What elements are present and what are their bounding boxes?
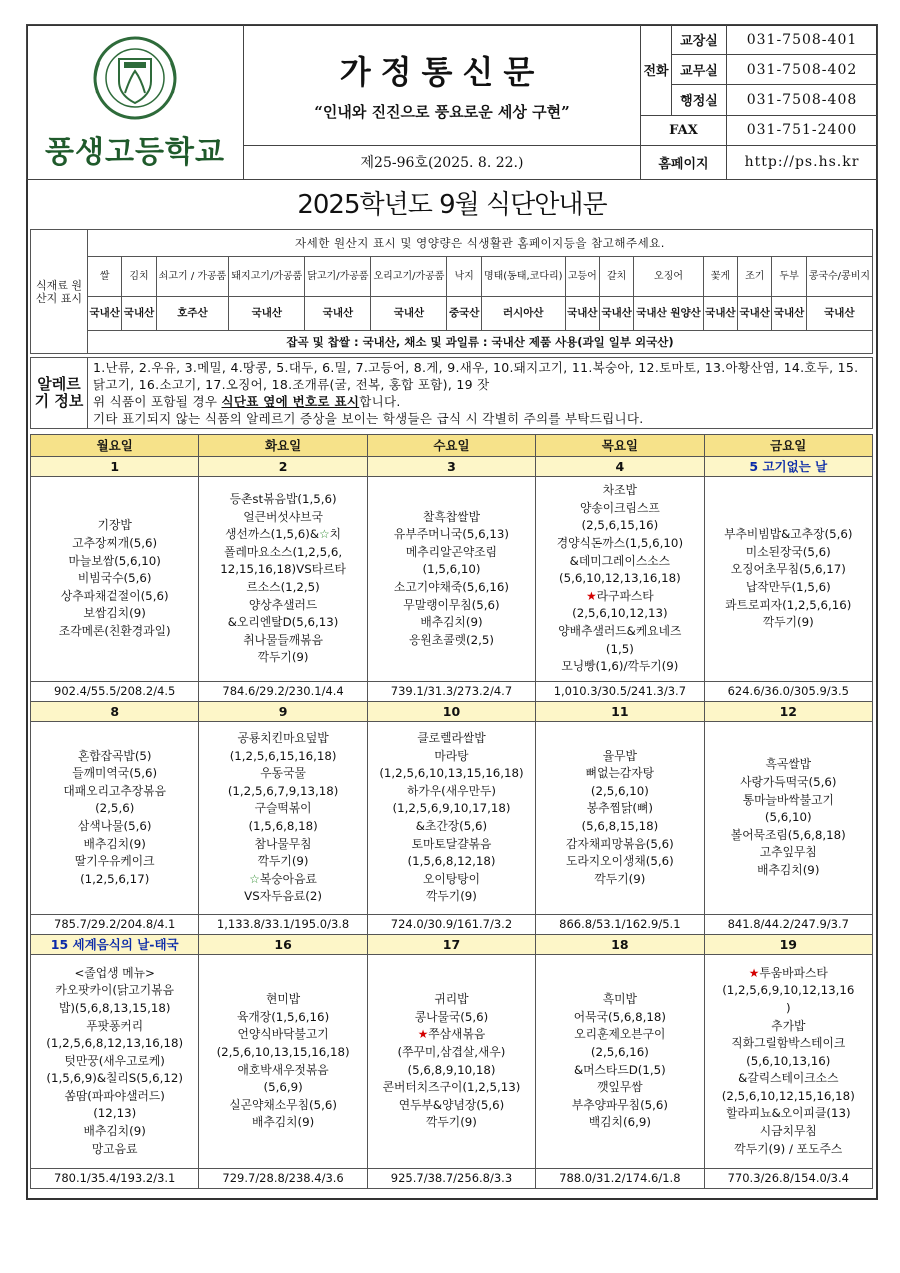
menu-item: (1,2,5,6,10,13,15,16,18) xyxy=(379,766,524,781)
origin-item-name: 쌀 xyxy=(88,257,122,297)
menu-item: (1,5,6,8,12,18) xyxy=(407,854,496,869)
menu-item: 생선까스(1,5,6)&☆치 xyxy=(225,527,342,542)
menu-item: 딸기우유케이크 xyxy=(74,854,155,869)
nutrition-info: 902.4/55.5/208.2/4.5 xyxy=(31,682,199,702)
origin-item-value: 국내산 xyxy=(565,297,599,331)
nutrition-info: 866.8/53.1/162.9/5.1 xyxy=(536,915,704,935)
nutrition-info: 739.1/31.3/273.2/4.7 xyxy=(367,682,535,702)
menu-item: 깍두기(9) xyxy=(257,650,309,665)
menu-item: ★쭈삼새볶음 xyxy=(417,1027,486,1042)
menu-item: (2,5,6,15,16) xyxy=(581,518,659,533)
origin-item-value: 국내산 xyxy=(229,297,305,331)
daily-menu xyxy=(367,477,535,682)
menu-item: 오리훈제오븐구이 xyxy=(574,1027,666,1042)
menu-item: (2,5,6,10) xyxy=(590,783,649,798)
menu-item: 삼색나물(5,6) xyxy=(77,819,152,833)
nutrition-info: 925.7/38.7/256.8/3.3 xyxy=(367,1169,535,1189)
menu-item: 시금치무침 xyxy=(759,1124,817,1139)
menu-item: &데미그레이스소스 xyxy=(569,553,671,568)
origin-item-value: 국내산 xyxy=(371,297,447,331)
allergy-notice: 위 식품이 포함될 경우 식단표 옆에 번호로 표시합니다. xyxy=(93,394,401,409)
menu-item: 비빔국수(5,6) xyxy=(77,571,152,586)
menu-item: (2,5,6,10,12,13) xyxy=(572,606,668,621)
menu-item: 배추김치(9) xyxy=(83,1124,146,1139)
menu-item: 콰트로피자(1,2,5,6,16) xyxy=(725,597,852,612)
menu-item: 망고음료 xyxy=(91,1141,138,1156)
weekday-header: 수요일 xyxy=(367,435,535,457)
nutrition-info: 624.6/36.0/305.9/3.5 xyxy=(704,682,872,702)
menu-item: 메추리알곤약조림 xyxy=(405,544,498,559)
menu-item: 통마늘바싹불고기 xyxy=(742,792,834,807)
menu-item: (1,2,5,6,15,16,18) xyxy=(229,748,337,763)
menu-item: (1,5) xyxy=(605,641,634,656)
origin-item-name: 두부 xyxy=(772,257,806,297)
daily-menu xyxy=(536,955,704,1169)
menu-item: 유부주머니국(5,6,13) xyxy=(393,527,510,542)
origin-item-value: 국내산 원양산 xyxy=(634,297,703,331)
origin-item-value: 중국산 xyxy=(447,297,481,331)
daily-menu xyxy=(199,955,367,1169)
menu-item: (12,13) xyxy=(93,1106,137,1121)
daily-menu xyxy=(199,722,367,915)
daily-menu xyxy=(536,722,704,915)
menu-item: 하가우(새우만두) xyxy=(406,783,496,798)
weekday-header: 화요일 xyxy=(199,435,367,457)
menu-item: (1,2,5,6,9,10,17,18) xyxy=(392,801,511,816)
school-slogan: “인내와 진진으로 풍요로운 세상 구현” xyxy=(314,103,570,122)
menu-item: 오징어초무침(5,6,17) xyxy=(730,562,846,577)
menu-item: 깍두기(9) xyxy=(594,871,646,886)
menu-item: (5,6,8,15,18) xyxy=(581,819,659,833)
menu-item: (1,2,5,6,17) xyxy=(80,871,150,886)
origin-label: 식재료 원산지 표시 xyxy=(31,230,88,354)
menu-item: 취나물들깨볶음 xyxy=(243,632,323,647)
menu-item: 배추김치(9) xyxy=(757,862,820,877)
fax-label: FAX xyxy=(641,115,727,145)
menu-item: 모닝빵(1,6)/깍두기(9) xyxy=(561,659,679,674)
contact-phone: 031-7508-402 xyxy=(727,55,878,85)
menu-item: 볼어묵조림(5,6,8,18) xyxy=(730,827,846,842)
allergy-caution: 기타 표기되지 않는 식품의 알레르기 증상을 보이는 학생들은 급식 시 각별히 주의를 부탁드립니다. xyxy=(93,411,644,426)
menu-item: (5,6,10) xyxy=(764,810,812,825)
origin-item-value: 국내산 xyxy=(772,297,806,331)
menu-item: 오이탕탕이 xyxy=(422,871,480,886)
menu-item: (1,2,5,6,8,12,13,16,18) xyxy=(46,1036,184,1051)
menu-item: 12,15,16,18)VS타르타 xyxy=(220,562,346,577)
menu-item: VS자두음료(2) xyxy=(244,889,323,904)
menu-item: &오리엔탈D(5,6,13) xyxy=(227,615,339,630)
nutrition-info: 1,010.3/30.5/241.3/3.7 xyxy=(536,682,704,702)
menu-item: &갈릭스테이크소스 xyxy=(738,1071,839,1086)
menu-item: 콩나물국(5,6) xyxy=(414,1009,489,1024)
menu-date: 5 고기없는 날 xyxy=(704,457,872,477)
menu-item: &초간장(5,6) xyxy=(415,819,488,833)
origin-item-name: 콩국수/콩비지 xyxy=(806,257,872,297)
origin-item-name: 오리고기/가공품 xyxy=(371,257,447,297)
menu-item: (2,5,6,10,13,15,16,18) xyxy=(216,1044,350,1059)
menu-item: 무말랭이무침(5,6) xyxy=(403,597,500,612)
menu-item: 부추비빔밥&고추장(5,6) xyxy=(724,527,853,542)
school-emblem-icon xyxy=(75,33,195,123)
origin-item-name: 오징어 xyxy=(634,257,703,297)
menu-item: 찰흑찹쌀밥 xyxy=(422,509,480,524)
nutrition-info: 1,133.8/33.1/195.0/3.8 xyxy=(199,915,367,935)
menu-date: 8 xyxy=(31,702,199,722)
allergy-label: 알레르기 정보 xyxy=(31,358,88,429)
menu-item: 양배추샐러드&케요네즈 xyxy=(558,623,682,638)
nutrition-info: 784.6/29.2/230.1/4.4 xyxy=(199,682,367,702)
menu-item: 토마토달걀볶음 xyxy=(411,836,492,851)
menu-item: 봉추찜닭(뼈) xyxy=(586,801,653,816)
daily-menu xyxy=(367,955,535,1169)
menu-item: 참나물무침 xyxy=(254,836,312,851)
origin-item-value: 러시아산 xyxy=(481,297,565,331)
menu-item: 깍두기(9) xyxy=(257,854,309,869)
menu-item: 클로렐라쌀밥 xyxy=(417,731,486,746)
issue-number: 제25-96호(2025. 8. 22.) xyxy=(244,145,641,179)
origin-item-name: 쇠고기 / 가공품 xyxy=(156,257,229,297)
menu-item: (5,6,10,13,16) xyxy=(746,1053,831,1068)
origin-item-name: 조기 xyxy=(738,257,772,297)
menu-item: (5,6,10,12,13,16,18) xyxy=(558,571,681,586)
menu-item: (1,5,6,10) xyxy=(422,562,481,577)
menu-item: ☆복숭아음료 xyxy=(249,871,317,886)
menu-item: 율무밥 xyxy=(602,748,637,763)
contact-phone: 031-7508-408 xyxy=(727,85,878,115)
title-cell xyxy=(244,25,641,146)
menu-date: 15 세계음식의 날-태국 xyxy=(31,935,199,955)
newsletter-title: 가정통신문 xyxy=(339,53,545,92)
menu-date: 19 xyxy=(704,935,872,955)
menu-item: (쭈꾸미,삼겹살,새우) xyxy=(397,1044,506,1059)
menu-item: (2,5,6) xyxy=(95,801,135,816)
menu-item: (1,5,6,9)&칠리S(5,6,12) xyxy=(46,1071,184,1086)
menu-item: 뼈없는감자탕 xyxy=(585,766,655,781)
menu-date: 12 xyxy=(704,702,872,722)
menu-item: 밥)(5,6,8,13,15,18) xyxy=(58,1000,171,1015)
weekday-header: 금요일 xyxy=(704,435,872,457)
daily-menu xyxy=(704,477,872,682)
origin-item-value: 호주산 xyxy=(156,297,229,331)
menu-item: (5,6,9) xyxy=(263,1080,303,1095)
allergy-info xyxy=(88,358,873,429)
contact-label: 교무실 xyxy=(672,55,727,85)
menu-item: 미소된장국(5,6) xyxy=(745,544,831,559)
origin-item-value: 국내산 xyxy=(305,297,371,331)
origin-item-name: 닭고기/가공품 xyxy=(305,257,371,297)
menu-item: 카오팟카이(닭고기볶음 xyxy=(55,983,174,998)
daily-menu xyxy=(704,722,872,915)
menu-item: 기장밥 xyxy=(97,518,132,533)
menu-item: 상추파채겉절이(5,6) xyxy=(60,588,169,603)
menu-item: 푸팟퐁커리 xyxy=(86,1018,144,1033)
daily-menu xyxy=(704,955,872,1169)
menu-item: 연두부&양념장(5,6) xyxy=(398,1097,505,1112)
origin-item-name: 갈치 xyxy=(600,257,634,297)
menu-item: 언양식바닥불고기 xyxy=(237,1027,329,1042)
menu-date: 18 xyxy=(536,935,704,955)
homepage-label: 홈페이지 xyxy=(641,145,727,179)
menu-item: (5,6,8,9,10,18) xyxy=(407,1062,496,1077)
menu-item: <졸업생 메뉴> xyxy=(74,965,155,980)
menu-date: 17 xyxy=(367,935,535,955)
menu-item: 소고기야채죽(5,6,16) xyxy=(393,580,510,594)
menu-item: 등촌st볶음밥(1,5,6) xyxy=(229,492,337,507)
menu-item: 도라지오이생채(5,6) xyxy=(565,854,674,869)
menu-date: 3 xyxy=(367,457,535,477)
menu-item: ★투움바파스타 xyxy=(748,965,828,980)
menu-item: 고추장찌개(5,6) xyxy=(72,536,158,551)
daily-menu xyxy=(31,477,199,682)
menu-item: 공룡치킨마요덮밥 xyxy=(237,731,329,746)
nutrition-info: 729.7/28.8/238.4/3.6 xyxy=(199,1169,367,1189)
menu-item: 어묵국(5,6,8,18) xyxy=(573,1009,666,1024)
menu-item: 조각메론(친환경과일) xyxy=(58,623,171,638)
menu-calendar xyxy=(30,434,873,1189)
menu-item: (2,5,6,16) xyxy=(590,1044,649,1059)
menu-item: 사랑가득떡국(5,6) xyxy=(740,775,837,790)
school-name: 풍생고등학교 xyxy=(45,135,225,170)
menu-item: (2,5,6,10,12,15,16,18) xyxy=(721,1088,855,1103)
menu-item: 폴레마요소스(1,2,5,6, xyxy=(224,544,343,559)
menu-item: 깍두기(9) xyxy=(426,1115,477,1130)
phone-label: 전화 xyxy=(641,25,672,116)
menu-item: 할라피뇨&오이피클(13) xyxy=(725,1106,851,1121)
origin-item-name: 명태(동태,코다리) xyxy=(481,257,565,297)
nutrition-info: 770.3/26.8/154.0/3.4 xyxy=(704,1169,872,1189)
menu-item: 애호박새우젓볶음 xyxy=(237,1062,329,1077)
menu-item: 육개장(1,5,6,16) xyxy=(237,1009,330,1024)
origin-item-name: 꽃게 xyxy=(703,257,737,297)
newsletter-header xyxy=(26,24,878,180)
menu-date: 4 xyxy=(536,457,704,477)
menu-item: (1,2,5,6,9,10,12,13,16 xyxy=(722,983,855,998)
origin-item-name: 김치 xyxy=(122,257,156,297)
menu-item: &머스타드D(1,5) xyxy=(573,1062,666,1077)
menu-item: 차조밥 xyxy=(602,483,637,498)
menu-item: 배추김치(9) xyxy=(420,615,483,630)
origin-item-value: 국내산 xyxy=(806,297,872,331)
weekday-header: 월요일 xyxy=(31,435,199,457)
origin-item-name: 낙지 xyxy=(447,257,481,297)
menu-item: 들깨미역국(5,6) xyxy=(72,766,158,781)
menu-item: 실곤약채소무침(5,6) xyxy=(229,1097,337,1112)
menu-item: 고추잎무침 xyxy=(759,845,817,860)
school-logo-cell xyxy=(27,25,244,180)
origin-note: 자세한 원산지 표시 및 영양량은 식생활관 홈페이지등을 참고해주세요. xyxy=(88,230,873,257)
menu-item: ★라구파스타 xyxy=(586,588,654,603)
menu-item: 양상추샐러드 xyxy=(248,597,318,612)
menu-item: 배추김치(9) xyxy=(83,836,146,851)
menu-item: 백김치(6,9) xyxy=(588,1115,651,1130)
menu-date: 9 xyxy=(199,702,367,722)
menu-item: 현미밥 xyxy=(265,992,301,1007)
origin-footer: 잡곡 및 찹쌀 : 국내산, 채소 및 과일류 : 국내산 제품 사용(과일 일부 외국산) xyxy=(88,331,873,354)
origin-item-value: 국내산 xyxy=(600,297,634,331)
daily-menu xyxy=(31,722,199,915)
fax-number: 031-751-2400 xyxy=(727,115,878,145)
menu-item: 양송이크림스프 xyxy=(579,500,660,515)
allergy-table xyxy=(30,357,873,429)
menu-item: 텃만꿍(새우고로케) xyxy=(64,1053,165,1068)
origin-item-value: 국내산 xyxy=(88,297,122,331)
menu-item: 부추양파무침(5,6) xyxy=(571,1097,669,1112)
menu-item: 깍두기(9) xyxy=(762,615,814,630)
menu-item: 대패오리고추장볶음 xyxy=(63,783,166,798)
origin-table xyxy=(30,229,873,354)
contact-phone: 031-7508-401 xyxy=(727,25,878,55)
daily-menu xyxy=(31,955,199,1169)
origin-item-value: 국내산 xyxy=(703,297,737,331)
daily-menu xyxy=(367,722,535,915)
menu-item: 깍두기(9) xyxy=(426,889,477,904)
menu-item: (1,5,6,8,18) xyxy=(248,819,318,833)
weekday-header: 목요일 xyxy=(536,435,704,457)
menu-item: 보쌈김치(9) xyxy=(83,606,146,621)
menu-item: 혼합잡곡밥(5) xyxy=(77,748,152,763)
menu-item: 깍두기(9) / 포도주스 xyxy=(734,1141,843,1156)
menu-item: 경양식돈까스(1,5,6,10) xyxy=(556,536,684,551)
menu-item: 마라탕 xyxy=(434,748,469,763)
menu-date: 11 xyxy=(536,702,704,722)
menu-item: 응원초콜렛(2,5) xyxy=(409,632,494,647)
menu-item: 배추김치(9) xyxy=(251,1115,315,1130)
menu-item: 귀리밥 xyxy=(434,992,469,1007)
nutrition-info: 724.0/30.9/161.7/3.2 xyxy=(367,915,535,935)
allergy-list: 1.난류, 2.우유, 3.메밀, 4.땅콩, 5.대두, 6.밀, 7.고등어, 8.게, 9.새우, 10.돼지고기, 11.복숭아, 12.토마토, 13.아황산염, 14.호두, 15.닭고기, 16.소고기, 17.오징어, 18.조개류(굴, 전복, 홍합 포함), 19 잣 xyxy=(93,360,859,392)
origin-item-name: 고등어 xyxy=(565,257,599,297)
menu-item: 흑미밥 xyxy=(602,992,637,1007)
origin-item-name: 돼지고기/가공품 xyxy=(229,257,305,297)
menu-item: 흑곡쌀밥 xyxy=(765,757,812,772)
menu-item: 쏨땀(파파야샐러드) xyxy=(64,1088,165,1103)
menu-item: 얼큰버섯샤브국 xyxy=(243,509,323,524)
nutrition-info: 788.0/31.2/174.6/1.8 xyxy=(536,1169,704,1189)
menu-date: 1 xyxy=(31,457,199,477)
menu-item: 콘버터치즈구이(1,2,5,13) xyxy=(382,1080,521,1095)
menu-item: 우동국물 xyxy=(260,766,306,781)
menu-item: 감자채피망볶음(5,6) xyxy=(565,836,674,851)
origin-item-value: 국내산 xyxy=(122,297,156,331)
menu-item: 추가밥 xyxy=(771,1018,806,1033)
origin-item-value: 국내산 xyxy=(738,297,772,331)
menu-date: 16 xyxy=(199,935,367,955)
nutrition-info: 841.8/44.2/247.9/3.7 xyxy=(704,915,872,935)
menu-item: 직화그릴함박스테이크 xyxy=(731,1036,846,1051)
homepage-url[interactable]: http://ps.hs.kr xyxy=(727,145,878,179)
menu-item: ) xyxy=(785,1000,791,1015)
menu-item: 납작만두(1,5,6) xyxy=(745,580,831,594)
menu-date: 10 xyxy=(367,702,535,722)
menu-title: 2025학년도 9월 식단안내문 xyxy=(297,190,607,220)
menu-item: 깻잎무쌈 xyxy=(597,1080,643,1095)
menu-item: 구슬떡볶이 xyxy=(254,801,312,816)
daily-menu xyxy=(199,477,367,682)
menu-item: 르소스(1,2,5) xyxy=(246,580,320,594)
nutrition-info: 780.1/35.4/193.2/3.1 xyxy=(31,1169,199,1189)
contact-label: 행정실 xyxy=(672,85,727,115)
nutrition-info: 785.7/29.2/204.8/4.1 xyxy=(31,915,199,935)
menu-item: 마늘보쌈(5,6,10) xyxy=(68,553,161,568)
menu-item: (1,2,5,6,7,9,13,18) xyxy=(227,783,339,798)
daily-menu xyxy=(536,477,704,682)
contact-label: 교장실 xyxy=(672,25,727,55)
menu-date: 2 xyxy=(199,457,367,477)
